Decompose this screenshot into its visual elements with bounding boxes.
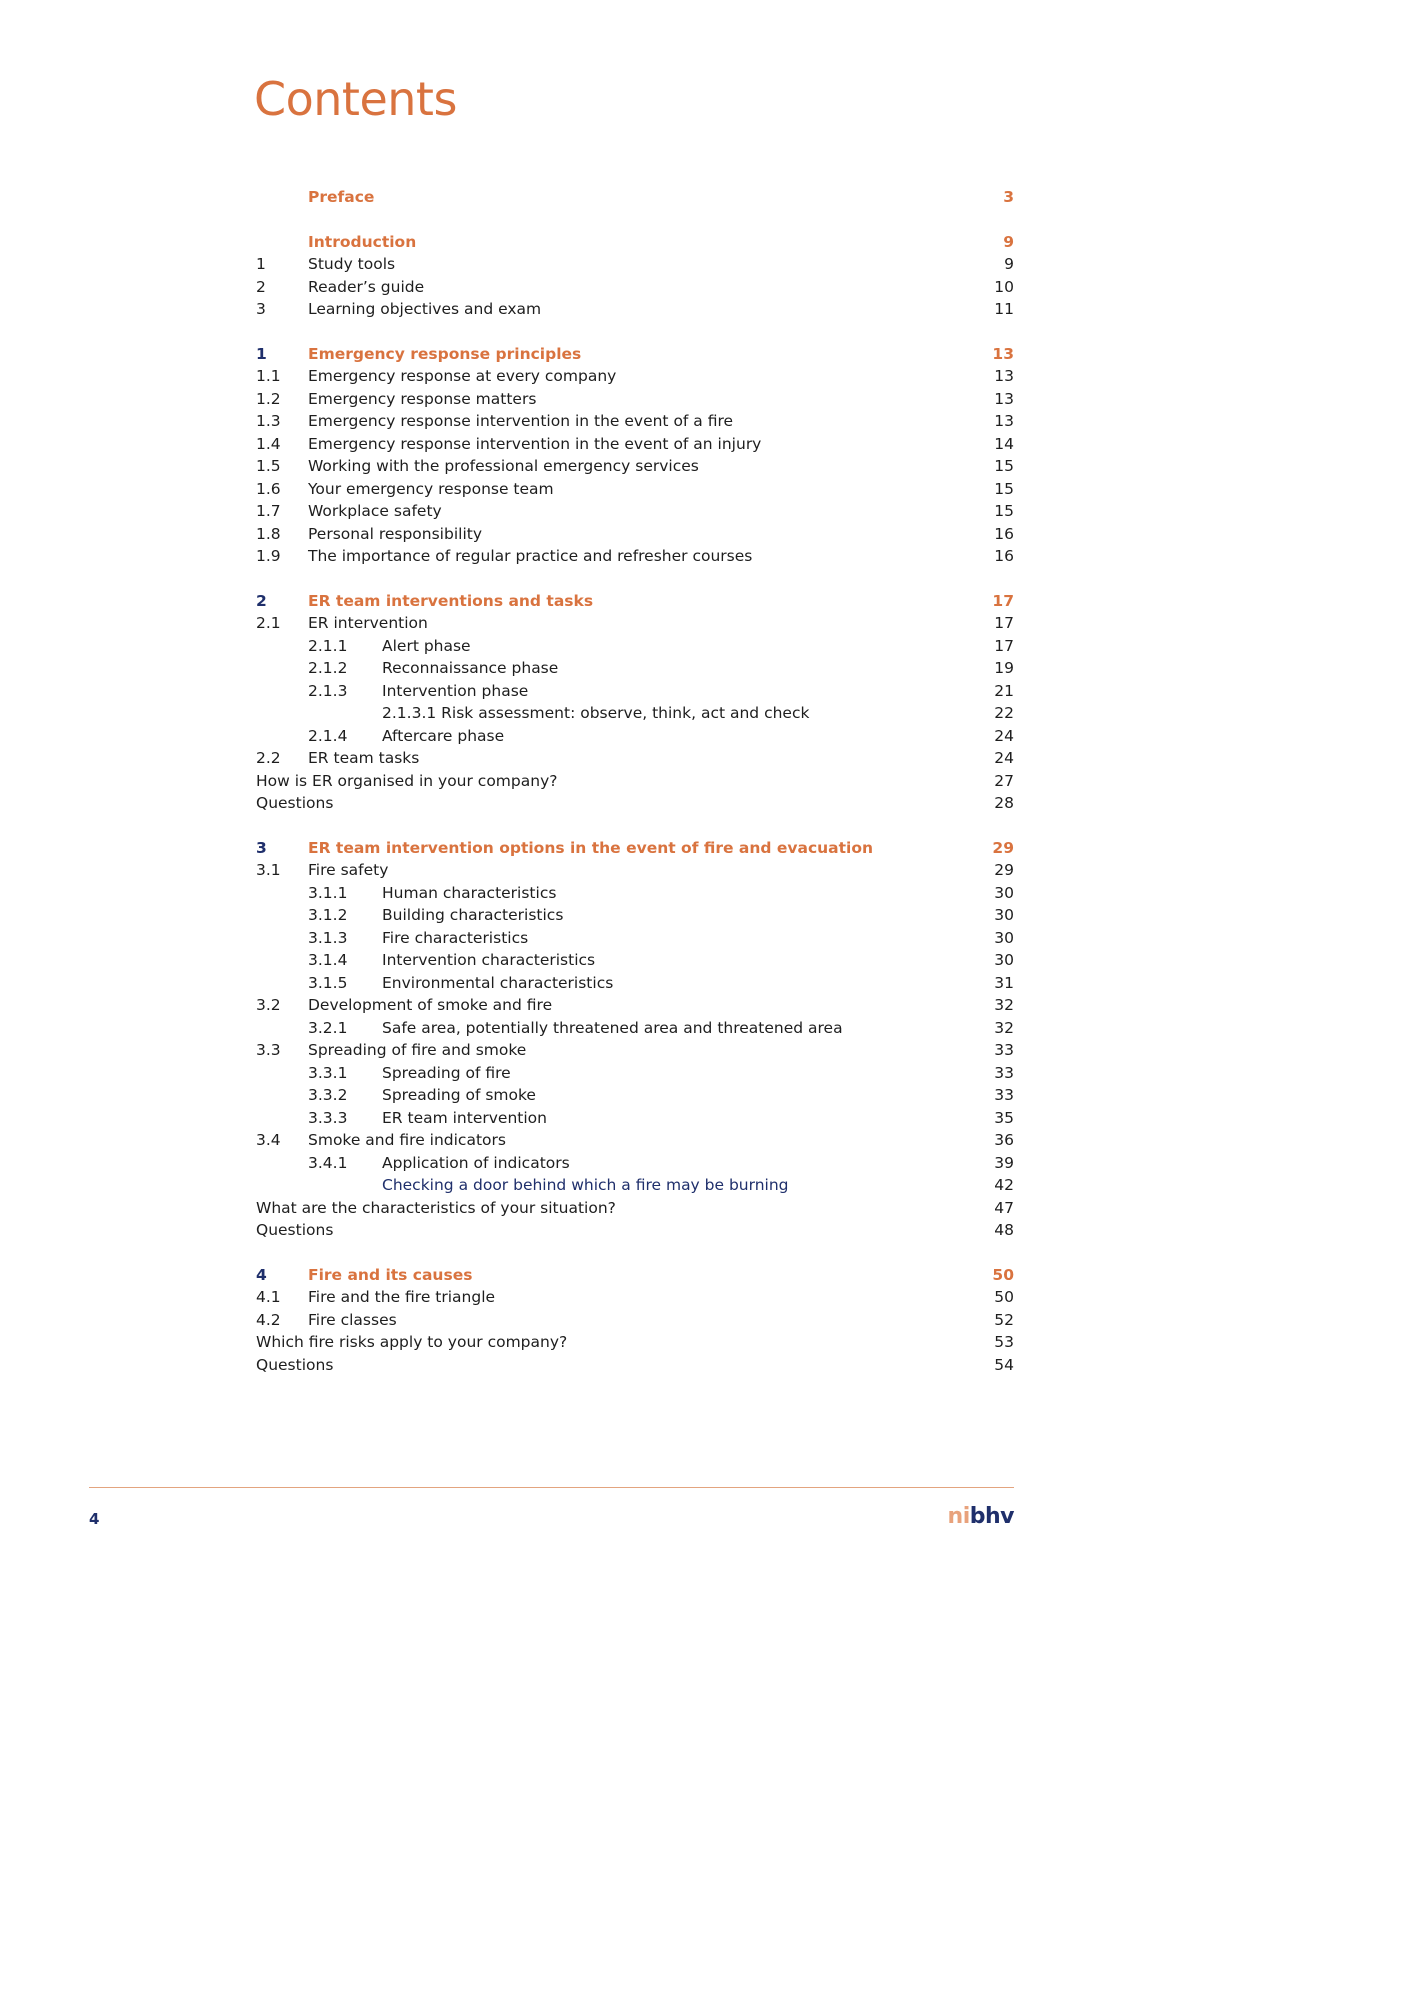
toc-entry-page: 53 (994, 1333, 1014, 1351)
toc-entry-page: 15 (994, 502, 1014, 520)
toc-entry-row[interactable] (256, 500, 1014, 523)
toc-entry-row[interactable] (256, 1309, 1014, 1332)
toc-entry-number: 1.2 (256, 389, 281, 408)
toc-entry-page: 48 (994, 1221, 1014, 1239)
toc-entry-title[interactable]: Learning objectives and exam (308, 300, 542, 318)
toc-entry-row[interactable] (256, 523, 1014, 546)
toc-entry-page: 28 (994, 794, 1014, 812)
toc-entry-page: 11 (994, 300, 1014, 318)
toc-entry-row[interactable] (256, 1039, 1014, 1062)
toc-entry-page: 24 (994, 726, 1014, 745)
toc-entry-page: 50 (994, 1288, 1014, 1306)
toc-entry-title[interactable]: What are the characteristics of your situation? (256, 1198, 616, 1217)
toc-entry-title[interactable]: Alert phase (382, 636, 471, 655)
toc-entry-page: 16 (994, 524, 1014, 543)
toc-entry-number: 4 (256, 1265, 267, 1284)
toc-chapter-row[interactable] (256, 590, 1014, 613)
toc-entry-title[interactable]: Fire characteristics (382, 928, 529, 947)
toc-entry-title[interactable]: Checking a door behind which a fire may be burning (382, 1176, 789, 1194)
toc-entry-number: 3.2 (256, 996, 281, 1014)
toc-entry-number: 3.1.3 (308, 928, 348, 947)
toc-entry-number: 3.1.4 (308, 951, 348, 969)
toc-entry-title[interactable]: Questions (256, 794, 334, 812)
toc-entry-page: 13 (994, 367, 1014, 385)
toc-entry-number: 1.3 (256, 412, 281, 430)
toc-entry-number: 2.1.1 (308, 636, 348, 655)
toc-entry-number: 1.5 (256, 457, 281, 475)
toc-entry-page: 32 (994, 996, 1014, 1014)
toc-entry-title[interactable]: How is ER organised in your company? (256, 771, 558, 790)
toc-entry-row[interactable] (256, 276, 1014, 299)
toc-entry-page: 30 (994, 883, 1014, 902)
toc-entry-number: 1.6 (256, 479, 281, 498)
toc-entry-page: 17 (992, 591, 1014, 610)
toc-entry-number: 3 (256, 300, 266, 318)
toc-entry-row[interactable] (256, 702, 1014, 725)
toc-entry-row[interactable] (256, 612, 1014, 635)
toc-entry-title[interactable]: Emergency response matters (308, 389, 537, 408)
toc-entry-title[interactable]: Introduction (308, 232, 417, 251)
toc-entry-title[interactable]: Preface (308, 188, 375, 206)
toc-entry-number: 1 (256, 255, 266, 273)
toc-entry-title[interactable]: Study tools (308, 255, 396, 273)
toc-entry-number: 4.1 (256, 1288, 281, 1306)
toc-entry-row[interactable] (256, 253, 1014, 276)
toc-entry-row[interactable] (256, 410, 1014, 433)
toc-entry-page: 27 (994, 771, 1014, 790)
toc-entry-title[interactable]: ER team intervention options in the event of fire and evacuation (308, 838, 874, 857)
toc-entry-row[interactable] (256, 298, 1014, 321)
toc-entry-page: 14 (994, 434, 1014, 453)
toc-entry-page: 21 (994, 681, 1014, 700)
toc-entry-row[interactable] (256, 904, 1014, 927)
toc-entry-row[interactable] (256, 770, 1014, 793)
toc-entry-row[interactable] (256, 478, 1014, 501)
toc-entry-number: 2.1.4 (308, 726, 348, 745)
toc-entry-number: 3.2.1 (308, 1018, 348, 1037)
toc-chapter-row[interactable] (256, 837, 1014, 860)
toc-entry-title[interactable]: Building characteristics (382, 906, 564, 924)
toc-entry-page: 33 (994, 1086, 1014, 1104)
toc-entry-title[interactable]: Your emergency response team (308, 479, 554, 498)
toc-entry-title[interactable]: Fire and the fire triangle (308, 1288, 496, 1306)
toc-entry-title[interactable]: Safe area, potentially threatened area and threatened area (382, 1018, 843, 1037)
toc-entry-title[interactable]: The importance of regular practice and refresher courses (308, 547, 753, 565)
toc-entry-page: 22 (994, 704, 1014, 722)
toc-entry-number: 3.4 (256, 1131, 281, 1149)
toc-entry-page: 30 (994, 906, 1014, 924)
toc-entry-number: 4.2 (256, 1310, 281, 1329)
toc-entry-row[interactable] (256, 1286, 1014, 1309)
toc-entry-number: 3.1.5 (308, 973, 348, 992)
toc-entry-number: 3.3 (256, 1041, 281, 1059)
toc-chapter-row[interactable] (256, 231, 1014, 254)
logo-ni: ni (947, 1504, 970, 1529)
toc-entry-number: 1.4 (256, 434, 281, 453)
toc-entry-row[interactable] (256, 1197, 1014, 1220)
toc-entry-number: 2.1.2 (308, 659, 348, 677)
toc-entry-title[interactable]: ER intervention (308, 614, 428, 632)
toc-entry-number: 3.4.1 (308, 1153, 348, 1172)
toc-entry-number: 1.8 (256, 524, 281, 543)
toc-entry-page: 33 (994, 1063, 1014, 1082)
toc-entry-title[interactable]: Personal responsibility (308, 524, 482, 543)
toc-entry-number: 1.9 (256, 547, 281, 565)
toc-entry-page: 13 (992, 344, 1014, 363)
toc-entry-page: 17 (994, 636, 1014, 655)
toc-entry-title[interactable]: Which fire risks apply to your company? (256, 1333, 568, 1351)
toc-entry-title[interactable]: Reader’s guide (308, 277, 425, 296)
toc-entry-page: 10 (994, 277, 1014, 296)
toc-entry-number: 3 (256, 838, 267, 857)
toc-entry-row[interactable] (256, 680, 1014, 703)
page-number: 4 (89, 1510, 100, 1528)
toc-entry-number: 2.2 (256, 749, 281, 767)
toc-entry-page: 42 (994, 1176, 1014, 1194)
toc-entry-row[interactable] (256, 657, 1014, 680)
page-title: Contents (254, 72, 457, 126)
toc-entry-row[interactable] (256, 635, 1014, 658)
toc-entry-number: 3.1.1 (308, 883, 348, 902)
toc-entry-title[interactable]: Emergency response intervention in the event of a fire (308, 412, 734, 430)
toc-entry-row[interactable] (256, 545, 1014, 568)
toc-entry-row[interactable] (256, 1219, 1014, 1242)
toc-entry-page: 13 (994, 412, 1014, 430)
toc-entry-number: 1.1 (256, 367, 281, 385)
toc-entry-page: 13 (994, 389, 1014, 408)
toc-entry-row[interactable] (256, 365, 1014, 388)
toc-entry-page: 30 (994, 928, 1014, 947)
toc-entry-number: 3.3.3 (308, 1108, 348, 1127)
toc-entry-title[interactable]: ER team intervention (382, 1108, 547, 1127)
toc-entry-page: 35 (994, 1108, 1014, 1127)
toc-entry-title[interactable]: Application of indicators (382, 1153, 570, 1172)
toc-entry-title[interactable]: Emergency response at every company (308, 367, 617, 385)
toc-entry-row[interactable] (256, 1331, 1014, 1354)
toc-entry-title[interactable]: Spreading of fire and smoke (308, 1041, 527, 1059)
toc-entry-row[interactable] (256, 1174, 1014, 1197)
toc-entry-title[interactable]: 2.1.3.1 Risk assessment: observe, think, act and check (382, 704, 810, 722)
toc-entry-title[interactable]: Reconnaissance phase (382, 659, 559, 677)
toc-entry-row[interactable] (256, 1084, 1014, 1107)
toc-entry-number: 1 (256, 344, 267, 363)
toc-entry-page: 15 (994, 479, 1014, 498)
toc-entry-number: 2 (256, 277, 266, 296)
toc-entry-row[interactable] (256, 388, 1014, 411)
toc-entry-title[interactable]: ER team interventions and tasks (308, 591, 594, 610)
toc-entry-page: 30 (994, 951, 1014, 969)
toc-entry-title[interactable]: Human characteristics (382, 883, 557, 902)
toc-entry-page: 36 (994, 1131, 1014, 1149)
toc-entry-title[interactable]: Intervention characteristics (382, 951, 596, 969)
toc-entry-title[interactable]: Spreading of smoke (382, 1086, 536, 1104)
toc-entry-page: 9 (1003, 232, 1014, 251)
toc-entry-number: 2.1.3 (308, 681, 348, 700)
toc-entry-title[interactable]: Questions (256, 1221, 334, 1239)
toc-entry-row[interactable] (256, 1152, 1014, 1175)
toc-entry-page: 52 (994, 1310, 1014, 1329)
toc-entry-number: 3.3.1 (308, 1063, 348, 1082)
toc-entry-page: 29 (992, 838, 1014, 857)
toc-entry-row[interactable] (256, 1062, 1014, 1085)
toc-entry-page: 47 (994, 1198, 1014, 1217)
toc-entry-row[interactable] (256, 1129, 1014, 1152)
toc-entry-title[interactable]: Workplace safety (308, 502, 442, 520)
toc-entry-title[interactable]: Emergency response intervention in the event of an injury (308, 434, 762, 453)
toc-entry-number: 2.1 (256, 614, 281, 632)
toc-entry-title[interactable]: Fire classes (308, 1310, 397, 1329)
toc-chapter-row[interactable] (256, 343, 1014, 366)
toc-chapter-row[interactable] (256, 1264, 1014, 1287)
toc-entry-page: 16 (994, 547, 1014, 565)
toc-entry-title[interactable]: Working with the professional emergency services (308, 457, 699, 475)
toc-entry-page: 31 (994, 973, 1014, 992)
logo-bhv: bhv (969, 1504, 1014, 1529)
toc-entry-row[interactable] (256, 1107, 1014, 1130)
table-of-contents (256, 186, 1014, 1376)
toc-entry-page: 33 (994, 1041, 1014, 1059)
toc-entry-row[interactable] (256, 972, 1014, 995)
footer-divider (89, 1487, 1014, 1488)
toc-entry-page: 50 (992, 1265, 1014, 1284)
toc-entry-title[interactable]: Questions (256, 1355, 334, 1374)
toc-entry-page: 39 (994, 1153, 1014, 1172)
toc-entry-number: 1.7 (256, 502, 281, 520)
toc-entry-row[interactable] (256, 725, 1014, 748)
toc-entry-title[interactable]: Fire safety (308, 861, 389, 879)
toc-entry-page: 17 (994, 614, 1014, 632)
toc-entry-number: 3.1.2 (308, 906, 348, 924)
toc-entry-row[interactable] (256, 859, 1014, 882)
toc-entry-page: 3 (1003, 188, 1014, 206)
toc-entry-page: 19 (994, 659, 1014, 677)
toc-entry-row[interactable] (256, 949, 1014, 972)
toc-entry-row[interactable] (256, 455, 1014, 478)
toc-entry-title[interactable]: Fire and its causes (308, 1265, 473, 1284)
toc-entry-page: 9 (1004, 255, 1014, 273)
toc-entry-row[interactable] (256, 927, 1014, 950)
toc-entry-page: 24 (994, 749, 1014, 767)
toc-entry-row[interactable] (256, 792, 1014, 815)
toc-entry-title[interactable]: Aftercare phase (382, 726, 505, 745)
toc-entry-row[interactable] (256, 747, 1014, 770)
toc-entry-number: 2 (256, 591, 267, 610)
toc-entry-title[interactable]: Emergency response principles (308, 344, 582, 363)
toc-entry-row[interactable] (256, 1354, 1014, 1377)
toc-entry-title[interactable]: Development of smoke and fire (308, 996, 553, 1014)
toc-entry-number: 3.1 (256, 861, 281, 879)
toc-entry-row[interactable] (256, 882, 1014, 905)
toc-entry-page: 54 (994, 1355, 1014, 1374)
toc-entry-row[interactable] (256, 433, 1014, 456)
toc-entry-title[interactable]: Spreading of fire (382, 1063, 511, 1082)
toc-entry-page: 32 (994, 1018, 1014, 1037)
toc-entry-title[interactable]: Smoke and fire indicators (308, 1131, 506, 1149)
toc-entry-title[interactable]: Environmental characteristics (382, 973, 614, 992)
toc-entry-title[interactable]: ER team tasks (308, 749, 420, 767)
toc-chapter-row[interactable] (256, 186, 1014, 209)
toc-entry-row[interactable] (256, 1017, 1014, 1040)
toc-entry-number: 3.3.2 (308, 1086, 348, 1104)
toc-entry-page: 29 (994, 861, 1014, 879)
toc-entry-page: 15 (994, 457, 1014, 475)
toc-entry-row[interactable] (256, 994, 1014, 1017)
toc-entry-title[interactable]: Intervention phase (382, 681, 529, 700)
nibhv-logo (948, 1503, 1014, 1531)
